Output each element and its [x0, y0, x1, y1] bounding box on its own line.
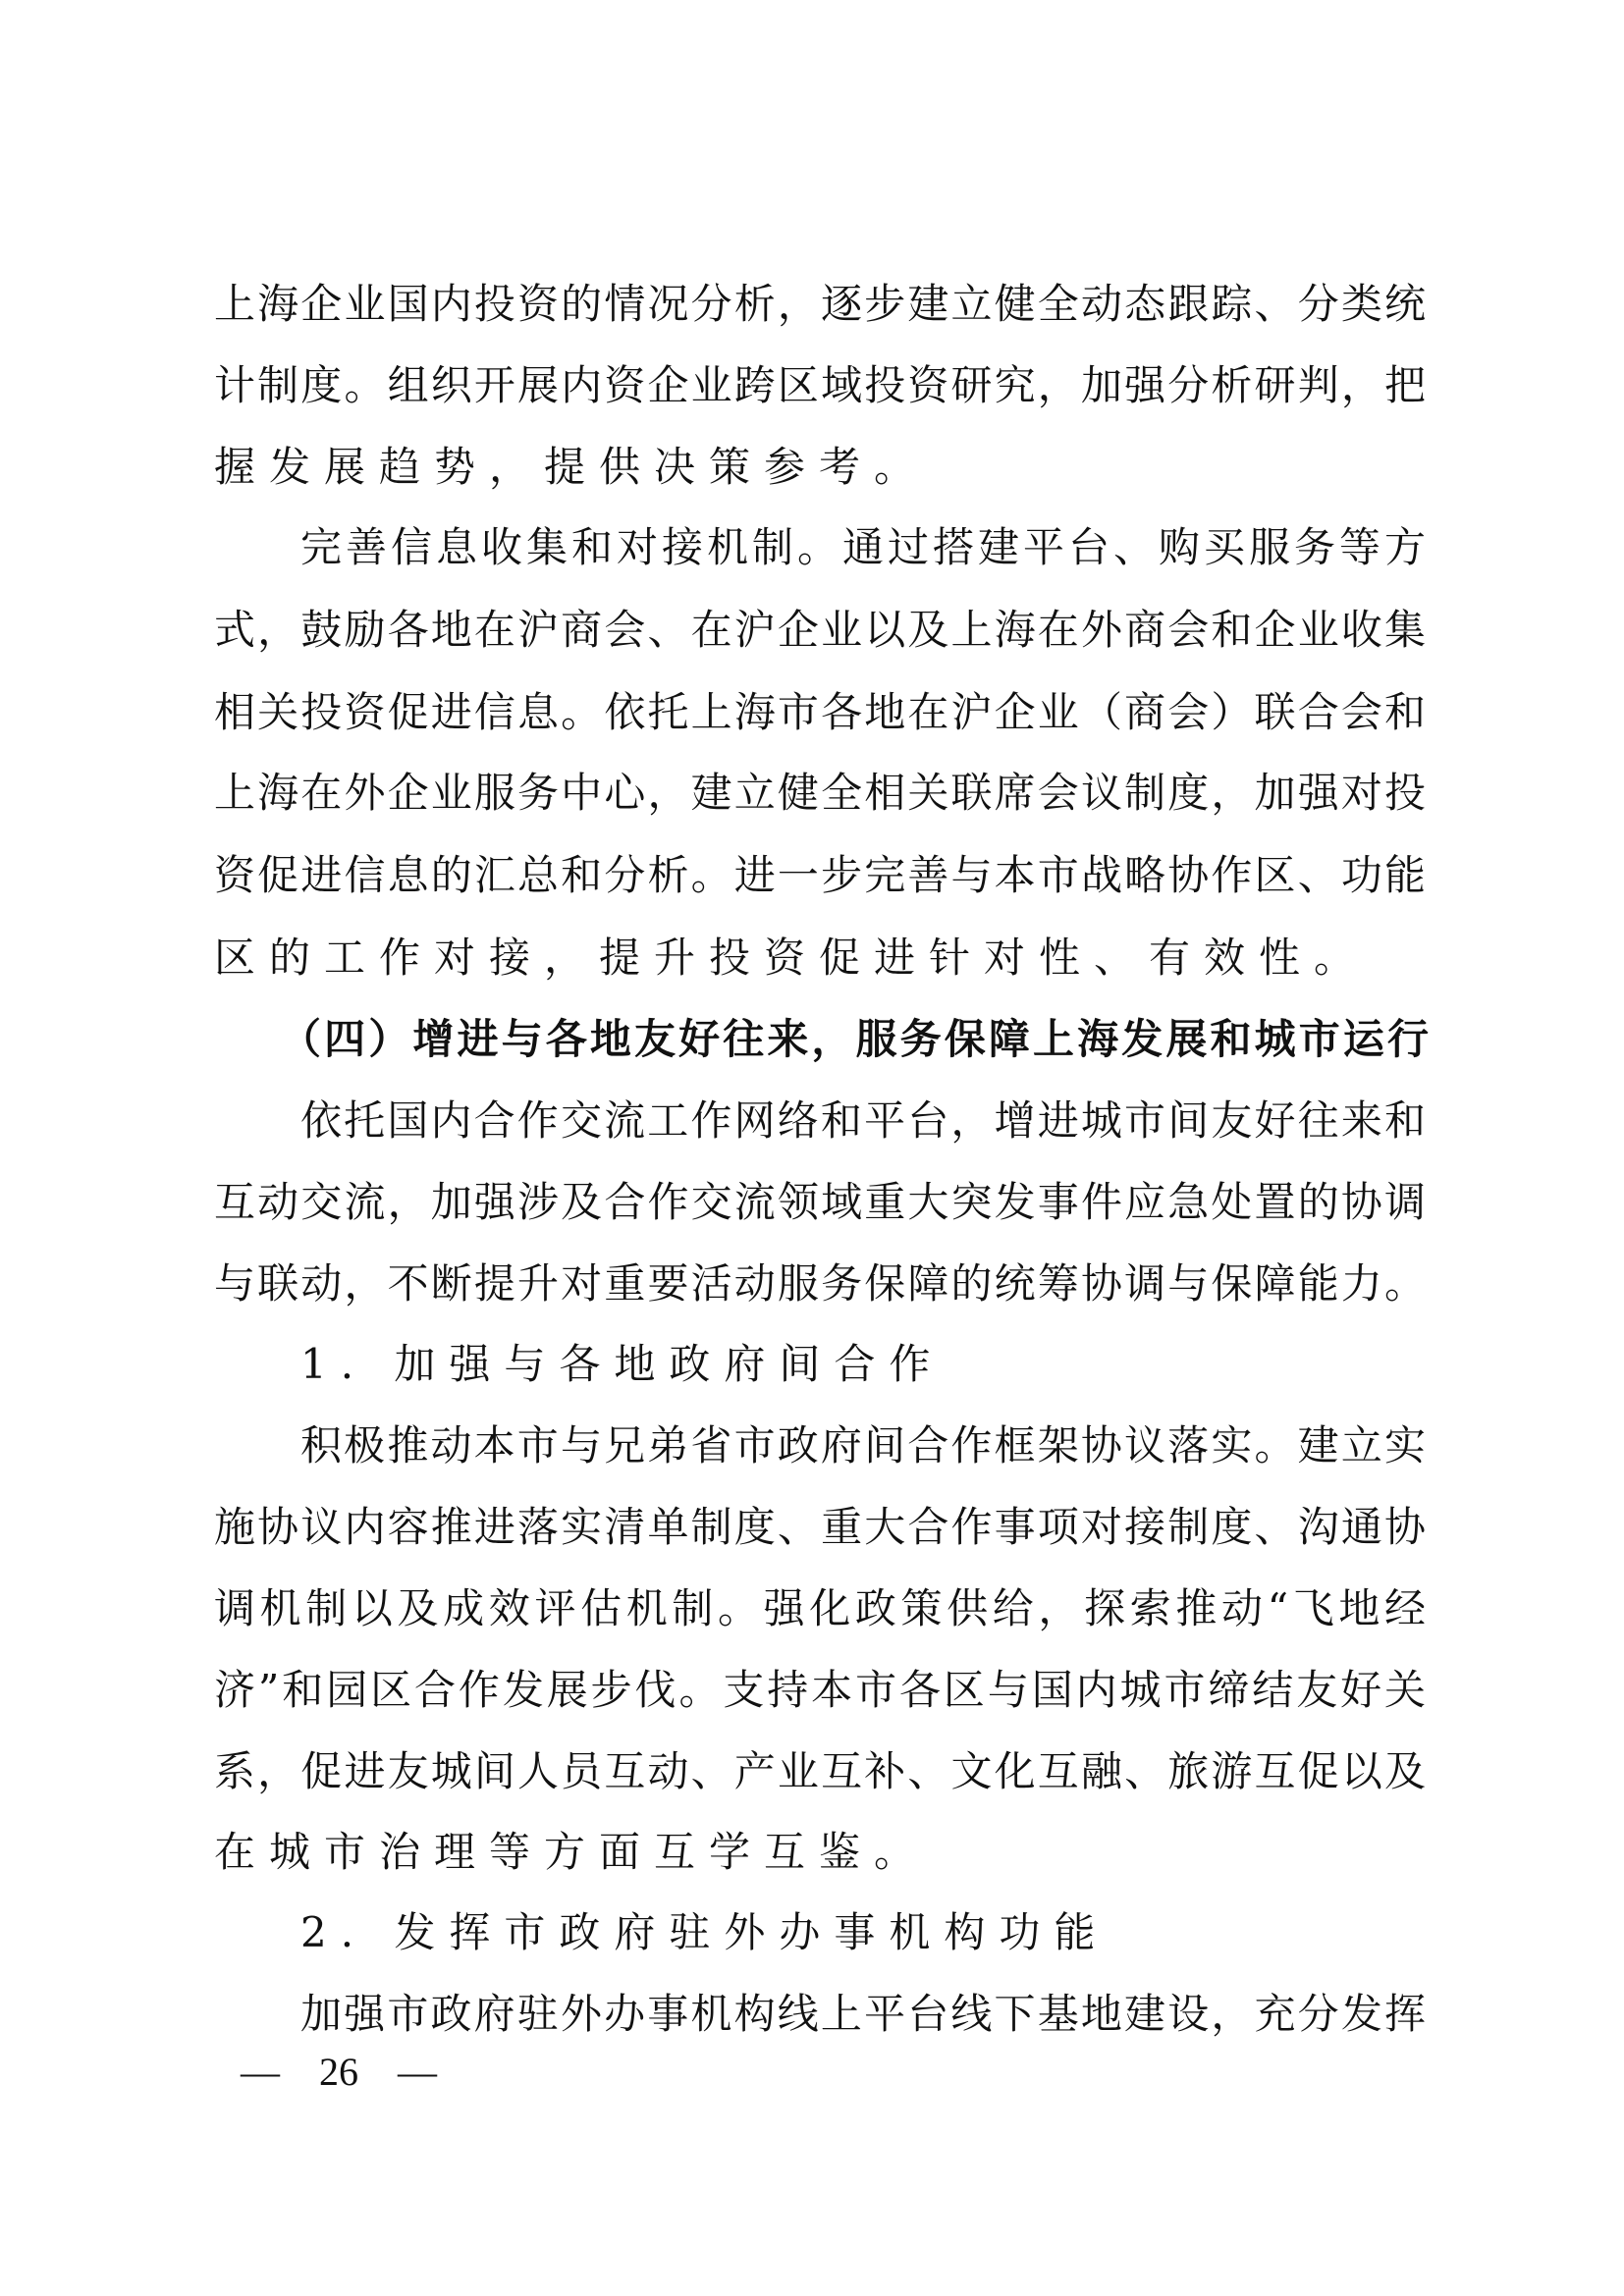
body-line: 资促进信息的汇总和分析。进一步完善与本市战略协作区、功能: [214, 851, 1426, 899]
paragraph-start-line: 加强市政府驻外办事机构线上平台线下基地建设，充分发挥: [300, 1990, 1426, 2038]
paragraph-start-line: 积极推动本市与兄弟省市政府间合作框架协议落实。建立实: [300, 1421, 1426, 1469]
body-line: 系，促进友城间人员互动、产业互补、文化互融、旅游互促以及: [214, 1747, 1426, 1795]
body-line: 调机制以及成效评估机制。强化政策供给，探索推动“飞地经: [214, 1584, 1426, 1632]
body-line: 在城市治理等方面互学互鉴。: [214, 1828, 930, 1876]
body-line: 区的工作对接，提升投资促进针对性、有效性。: [214, 934, 1370, 982]
paragraph-start-line: 依托国内合作交流工作网络和平台，增进城市间友好往来和: [300, 1096, 1426, 1145]
body-line: 济”和园区合作发展步伐。支持本市各区与国内城市缔结友好关: [214, 1666, 1426, 1714]
body-line: 上海企业国内投资的情况分析，逐步建立健全动态跟踪、分类统: [214, 280, 1426, 328]
section-heading: （四）增进与各地友好往来，服务保障上海发展和城市运行: [280, 1015, 1429, 1063]
body-line: 互动交流，加强涉及合作交流领域重大突发事件应急处置的协调: [214, 1178, 1426, 1226]
body-line: 计制度。组织开展内资企业跨区域投资研究，加强分析研判，把: [214, 361, 1426, 409]
body-line: 上海在外企业服务中心，建立健全相关联席会议制度，加强对投: [214, 769, 1426, 817]
paragraph-start-line: 完善信息收集和对接机制。通过搭建平台、购买服务等方: [300, 523, 1426, 571]
body-line: 握发展趋势，提供决策参考。: [214, 443, 930, 491]
body-line: 施协议内容推进落实清单制度、重大合作事项对接制度、沟通协: [214, 1503, 1426, 1551]
subsection-heading: 1. 加强与各地政府间合作: [300, 1340, 945, 1388]
page-number: — 26 —: [241, 2050, 437, 2094]
body-line: 与联动，不断提升对重要活动服务保障的统筹协调与保障能力。: [214, 1259, 1426, 1308]
body-line: 式，鼓励各地在沪商会、在沪企业以及上海在外商会和企业收集: [214, 606, 1426, 654]
body-line: 相关投资促进信息。依托上海市各地在沪企业（商会）联合会和: [214, 688, 1426, 736]
subsection-heading: 2. 发挥市政府驻外办事机构功能: [300, 1908, 1110, 1956]
